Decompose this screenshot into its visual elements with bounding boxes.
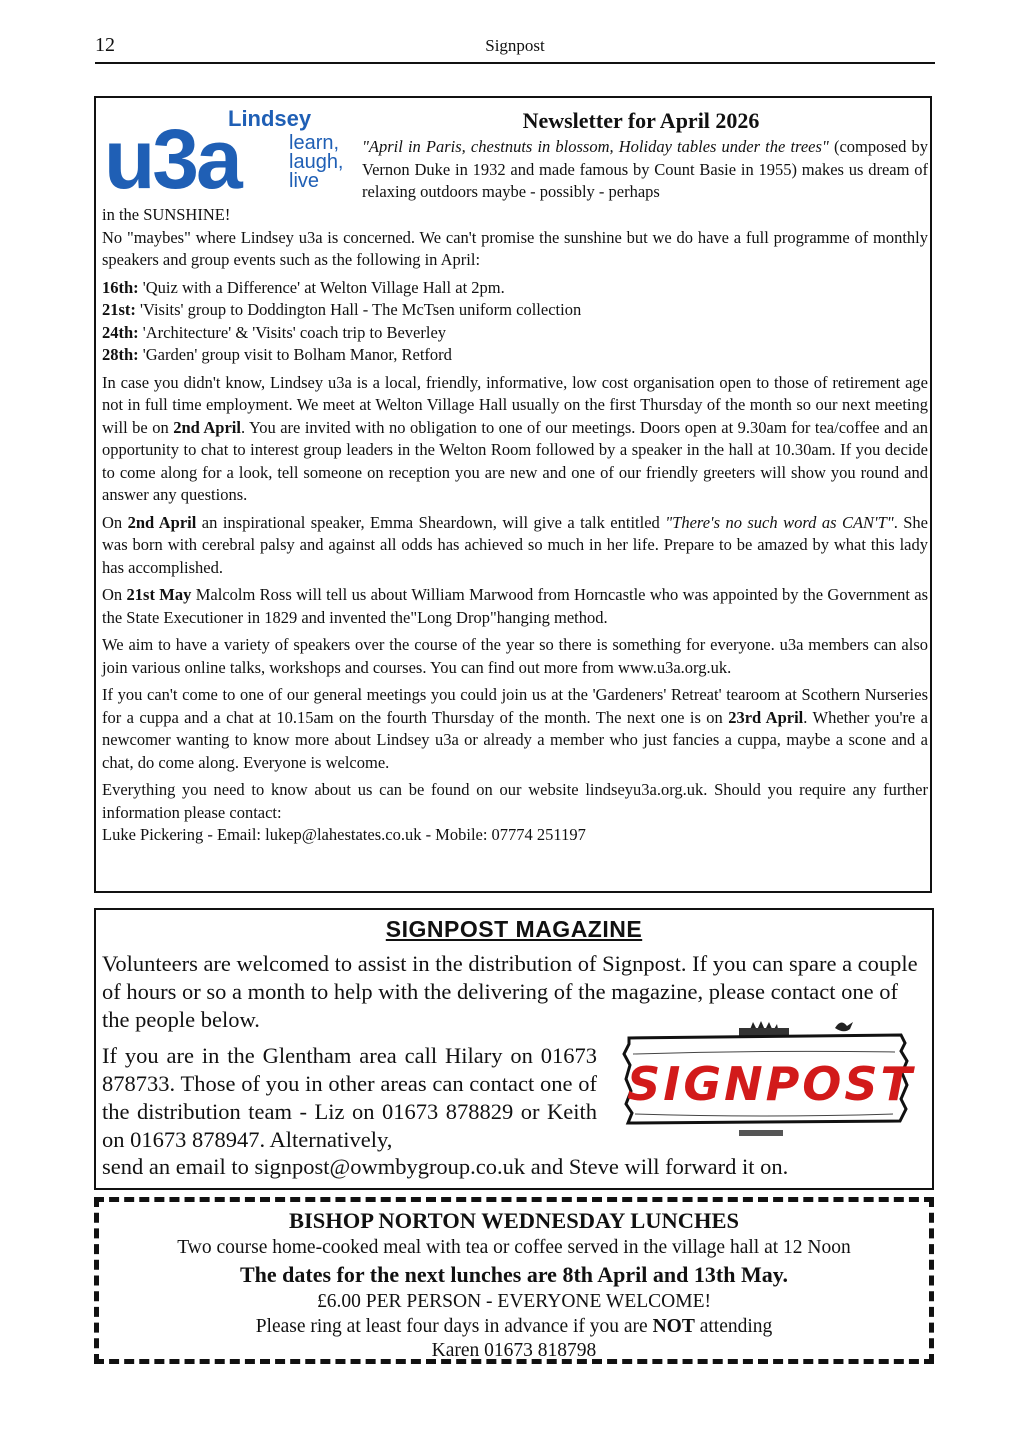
- logo-tag-laugh: laugh,: [289, 151, 344, 173]
- lunches-ring-text: Please ring at least four days in advance if you are: [255, 1316, 653, 1337]
- event-text: 'Architecture' & 'Visits' coach trip to Beverley: [142, 322, 447, 342]
- page-header: [95, 32, 935, 64]
- april-date: 2nd April: [127, 512, 197, 532]
- para-gardeners-text-2: . Whether you're a newcomer wanting to know more about Lindsey u3a or already a member who just fancies a cuppa, maybe a scone and a chat, do come along. Everyone is welcome.: [102, 707, 928, 772]
- lunches-line-1: Two course home-cooked meal with tea or coffee served in the village hall at 12 Noon: [177, 1237, 851, 1258]
- lunches-box: [94, 1197, 934, 1364]
- para-maybes: No "maybes" where Lindsey u3a is concerned. We can't promise the sunshine but we do have a full programme of monthly speakers and group events such as the following in April:: [102, 227, 928, 269]
- magazine-para-3: send an email to signpost@owmbygroup.co.uk and Steve will forward it on.: [102, 1154, 789, 1179]
- magazine-title: SIGNPOST MAGAZINE: [385, 916, 643, 942]
- para-april-text: On: [102, 512, 128, 532]
- talk-title: "There's no such word as CAN'T": [665, 512, 894, 532]
- signpost-magazine-box: [94, 908, 934, 1190]
- para-about-text: In case you didn't know, Lindsey u3a is a local, friendly, informative, low cost organisation open to those of retirement age not in full time employment. We meet at Welton Village Hall usually on the first Thursday of the month so our next meeting will be on: [102, 372, 928, 437]
- para-about-text-2: . You are invited with no obligation to one of our meetings. Doors open at 9.30am for tea/coffee and an opportunity to chat to interest group leaders in the Welton Room followed by a speaker in the hall at 10.30am. If you decide to come along for a look, tell someone on reception you are new and one of our friendly greeters will show you round and answer any questions.: [102, 417, 928, 504]
- event-list: [102, 277, 928, 367]
- event-date: 28th:: [102, 345, 139, 364]
- lunches-dates: The dates for the next lunches are 8th April and 13th May.: [240, 1262, 788, 1287]
- event-text: 'Visits' group to Doddington Hall - The McTsen uniform collection: [140, 300, 582, 319]
- event-text: 'Quiz with a Difference' at Welton Village Hall at 2pm.: [142, 277, 505, 297]
- lunches-ring: [99, 1316, 929, 1338]
- may-date: 21st May: [126, 585, 192, 604]
- next-meeting-date: 2nd April: [173, 417, 241, 437]
- event-date: 16th:: [102, 277, 139, 297]
- newsletter-title: Newsletter for April 2026: [522, 108, 760, 133]
- intro-quote: "April in Paris, chestnuts in blossom, Holiday tables under the trees": [362, 137, 829, 156]
- logo-tag-learn: learn,: [289, 132, 340, 154]
- u3a-newsletter-box: [94, 96, 932, 893]
- u3a-logo-graphic: [102, 104, 352, 192]
- para-variety: We aim to have a variety of speakers over the course of the year so there is something for everyone. u3a members can also join various online talks, workshops and courses. You can find out more from www.u3a.org.uk.: [102, 635, 928, 677]
- contact-line: Luke Pickering - Email: lukep@lahestates.co.uk - Mobile: 07774 251197: [102, 825, 586, 844]
- newsletter-intro: [362, 136, 928, 204]
- logo-u3a-mark: u3a: [104, 112, 240, 192]
- para-april-text-3: . She was born with cerebral palsy and against all odds has achieved so much in her life. Prepare to be amazed by what this lady has accomplished.: [102, 512, 929, 577]
- para-may-text: On: [102, 585, 127, 604]
- lunches-title: BISHOP NORTON WEDNESDAY LUNCHES: [289, 1208, 739, 1233]
- intro-end: in the SUNSHINE!: [102, 205, 231, 224]
- newsletter-body: [102, 204, 928, 847]
- para-speaker-april: [102, 512, 928, 580]
- u3a-logo: [102, 104, 352, 192]
- event-text: 'Garden' group visit to Bolham Manor, Retford: [142, 345, 452, 364]
- page-number: 12: [95, 34, 115, 56]
- event-date: 21st:: [102, 300, 136, 319]
- para-gardeners: [102, 684, 928, 774]
- logo-tag-live: live: [289, 170, 320, 192]
- signpost-sign-graphic: [621, 1014, 921, 1144]
- gardeners-date: 23rd April: [728, 707, 804, 727]
- para-about: [102, 372, 928, 507]
- lunches-contact: Karen 01673 818798: [431, 1340, 597, 1361]
- logo-lindsey: Lindsey: [228, 106, 312, 131]
- event-date: 24th:: [102, 322, 139, 342]
- signpost-sign-image: [621, 1014, 921, 1144]
- magazine-para-2: If you are in the Glentham area call Hilary on 01673 878733. Those of you in other areas can contact one of the distribution team - Liz on 01673 878829 or Keith on 01673 878947. Alternatively,: [102, 1043, 597, 1152]
- event-item: [102, 322, 928, 345]
- sign-text: SIGNPOST: [627, 1057, 915, 1111]
- para-may-text-2: Malcolm Ross will tell us about William Marwood from Horncastle who was appointed by the Government as the State Executioner in 1829 and invented the"Long Drop"hanging method.: [102, 585, 929, 627]
- magazine-para-1: Volunteers are welcomed to assist in the distribution of Signpost. If you can spare a couple of hours or so a month to help with the delivering of the magazine, please contact one of the people below.: [102, 951, 918, 1032]
- event-item: [102, 299, 928, 322]
- lunches-price: £6.00 PER PERSON - EVERYONE WELCOME!: [317, 1291, 711, 1312]
- running-title: Signpost: [485, 36, 545, 55]
- lunches-ring-not: NOT: [652, 1316, 695, 1337]
- event-item: [102, 344, 928, 367]
- para-speaker-may: [102, 584, 928, 629]
- intro-rest: (composed by Vernon Duke in 1932 and made famous by Count Basie in 1955) makes us dream of relaxing outdoors maybe - possibly - perhaps: [362, 137, 929, 201]
- event-item: [102, 277, 928, 300]
- lunches-ring-text-2: attending: [694, 1316, 773, 1337]
- para-website: Everything you need to know about us can be found on our website lindseyu3a.org.uk. Should you require any further information please contact:: [102, 780, 928, 822]
- para-april-text-2: an inspirational speaker, Emma Sheardown, will give a talk entitled: [196, 512, 666, 532]
- para-gardeners-text: If you can't come to one of our general meetings you could join us at the 'Gardeners' Retreat' tearoom at Scothern Nurseries for a cuppa and a chat at 10.15am on the fourth Thursday of the month. The next one is on: [102, 685, 928, 727]
